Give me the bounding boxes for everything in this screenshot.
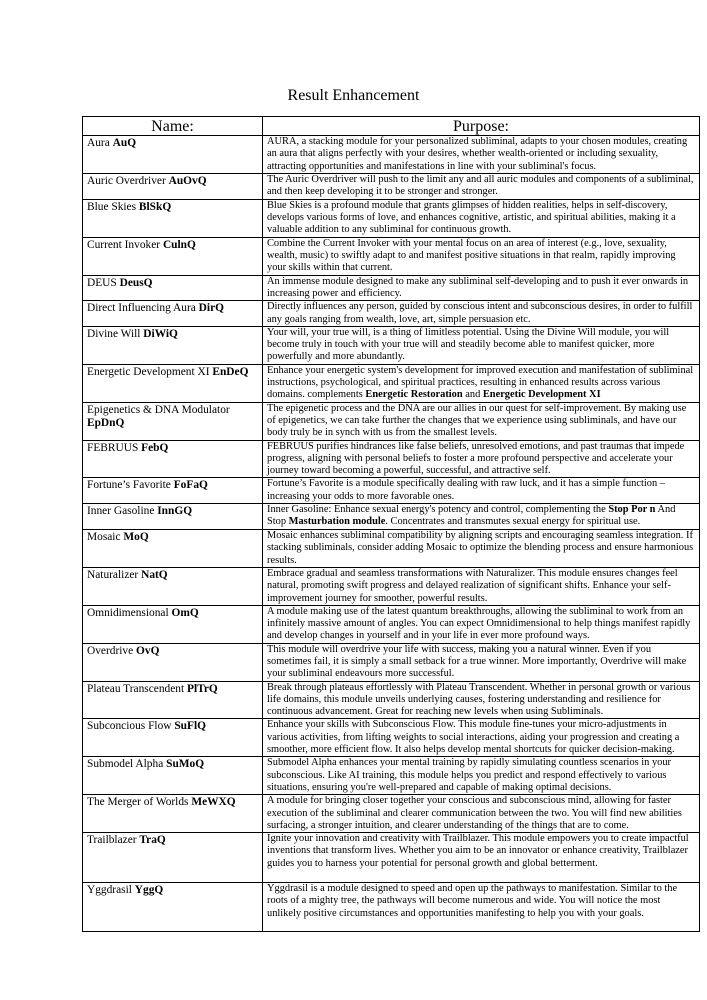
module-purpose: A module making use of the latest quantum breakthroughs, allowing the subliminal to work from an infinitely massive amount of angles. You can expect Omnidimensional to help things manifest rapidly and develop changes in yourself and in your life in ever more profound ways. [267,605,691,642]
module-code: NatQ [141,568,168,581]
module-purpose-cell [263,643,700,681]
purpose-emphasis: Energetic Restoration [365,389,463,401]
module-name-cell [83,478,263,504]
module-purpose-cell [263,605,700,643]
table-row [83,478,700,504]
name-column-header: Name: [83,117,263,136]
module-name: Current Invoker [87,238,161,251]
purpose-emphasis: Stop Por n [608,504,656,516]
module-name-cell [83,237,263,275]
table-row [83,364,700,402]
module-name-cell [83,326,263,364]
module-purpose: Inner Gasoline: Enhance sexual energy's potency and control, complementing the [267,504,606,516]
module-purpose: Embrace gradual and seamless transformations with Naturalizer. This module ensures changes feel natural, promoting swift progress and delayed realization of significant shifts. Enhance your self-improvement journey for smoother, powerful results. [267,567,678,604]
module-name: Direct Influencing Aura [87,302,196,315]
module-code: InnGQ [157,505,193,518]
table-row [83,757,700,795]
module-purpose: Submodel Alpha enhances your mental training by rapidly simulating countless scenarios in your subconscious. Like AI training, this module helps you predict and respond effectively to various situations, ensuring you're well-prepared and capable of making optimal decisions. [267,757,672,793]
module-purpose: and [462,389,483,401]
module-name: Naturalizer [87,568,139,581]
module-purpose: Enhance your energetic system's development for improved execution and manifestation of subliminal instructions, psychological, and spiritual practices, resulting in enhanced results across various domains. complements [267,364,694,401]
module-purpose-cell [263,757,700,795]
module-name-cell [83,504,263,530]
module-code: OmQ [171,606,199,619]
table-row [83,681,700,719]
module-purpose: AURA, a stacking module for your personalized subliminal, adapts to your chosen modules, creating an aura that aligns perfectly with your desires, whether wealth-oriented or including sexuality, attracting opportunities and manifestations in line with your subliminal's focus. [267,136,688,172]
module-name: Yggdrasil [87,884,132,897]
module-name-cell [83,883,263,932]
module-name-cell [83,681,263,719]
module-purpose-cell [263,883,700,932]
module-name-cell [83,757,263,795]
module-purpose: And Stop [267,504,676,528]
module-code: SuFlQ [174,720,206,733]
module-code: YggQ [134,884,164,897]
module-purpose: An immense module designed to make any subliminal self-developing and to push it ever onwards in increasing power and efficiency. [267,275,689,299]
module-name-cell [83,795,263,833]
module-code: OvQ [136,644,160,657]
module-name: Energetic Development XI [87,365,210,378]
module-code: DeusQ [119,276,153,289]
table-row [83,567,700,605]
module-code: MeWXQ [191,796,236,809]
module-purpose-cell [263,478,700,504]
module-purpose-cell [263,567,700,605]
module-purpose: A module for bringing closer together your conscious and subconscious mind, allowing for faster execution of the subliminal and clearer communication between the two. You will find new abilities surfacing, a stronger intuition, and clearer understanding of the things that are to come. [267,795,682,831]
module-code: DiWiQ [143,327,178,340]
module-purpose-cell [263,199,700,237]
table-row [83,402,700,440]
table-row [83,605,700,643]
module-purpose: Mosaic enhances subliminal compatibility by aligning scripts and encouraging seamless integration. If stacking subliminals, consider adding Mosaic to optimize the blending process and ensure harmonious results. [267,530,694,566]
module-purpose-cell [263,504,700,530]
table-row [83,504,700,530]
module-name: Divine Will [87,327,141,340]
module-purpose: . Concentrates and transmutes sexual energy for spiritual use. [385,516,641,528]
module-name: Plateau Transcendent [87,682,185,695]
module-purpose-cell [263,719,700,757]
module-purpose-cell [263,530,700,568]
module-code: SuMoQ [166,758,205,771]
module-name: Submodel Alpha [87,758,164,771]
module-name-cell [83,402,263,440]
module-purpose-cell [263,795,700,833]
module-name-cell [83,567,263,605]
module-purpose-cell [263,402,700,440]
module-purpose: Yggdrasil is a module designed to speed and open up the pathways to manifestation. Similar to the roots of a mighty tree, the pathways will become numerous and wide. You will notice the most unlikely positive circumstances and opportunities manifesting to help you with your goals. [267,883,678,919]
module-code: FebQ [141,441,169,454]
module-purpose-cell [263,173,700,199]
module-purpose-cell [263,440,700,478]
module-purpose-cell [263,237,700,275]
module-code: TraQ [139,834,166,847]
module-code: MoQ [123,531,149,544]
module-code: DirQ [198,302,224,315]
module-purpose: Directly influences any person, guided by conscious intent and subconscious desires, in order to fulfill any goals ranging from wealth, love, art, simple persuasion etc. [267,301,693,325]
module-purpose: The epigenetic process and the DNA are our allies in our quest for self-improvement. By making use of epigenetics, we can take further the changes that we experience using subliminals, and have our body truly be in synch with us from the smallest levels. [267,402,687,439]
module-name: Aura [87,137,110,149]
module-purpose: Your will, your true will, is a thing of limitless potential. Using the Divine Will module, you will become truly in touch with your true will and steadily become able to manifest quicker, more powerfully and more abundantly. [267,326,670,363]
module-name-cell [83,605,263,643]
table-row [83,643,700,681]
module-name: The Merger of Worlds [87,796,189,809]
module-purpose: Fortune’s Favorite is a module specifically dealing with raw luck, and it has a simple function – increasing your odds to more favorable ones. [267,478,665,502]
table-body [83,136,700,932]
table-header-row [83,117,700,136]
module-purpose-cell [263,136,700,174]
module-name-cell [83,833,263,883]
purpose-column-header: Purpose: [263,117,700,136]
module-purpose-cell [263,364,700,402]
module-name: Omnidimensional [87,606,169,619]
module-name: Subconcious Flow [87,720,172,733]
module-name-cell [83,136,263,174]
table-row [83,883,700,932]
module-name: Trailblazer [87,834,137,847]
table-row [83,275,700,301]
module-code: BlSkQ [138,200,172,213]
table-row [83,440,700,478]
table-row [83,199,700,237]
table-row [83,326,700,364]
module-code: PlTrQ [186,682,218,695]
table-row [83,795,700,833]
module-name: DEUS [87,276,117,289]
purpose-emphasis: Masturbation module [288,516,386,528]
module-purpose-cell [263,681,700,719]
module-name: Overdrive [87,644,134,657]
module-name-cell [83,719,263,757]
module-name: Blue Skies [87,200,137,213]
module-purpose: Blue Skies is a profound module that grants glimpses of hidden realities, helps in self-discovery, develops various forms of love, and enhances cognitive, artistic, and spiritual abilities, making it a valuable addition to any subliminal for continuous growth. [267,199,676,236]
module-code: EpDnQ [87,416,125,429]
module-code: CulnQ [162,238,196,251]
table-row [83,719,700,757]
module-purpose-cell [263,275,700,301]
table-row [83,237,700,275]
module-name: Mosaic [87,531,121,544]
module-name-cell [83,440,263,478]
module-name-cell [83,275,263,301]
module-purpose-cell [263,833,700,883]
module-purpose-cell [263,301,700,327]
module-name: Fortune’s Favorite [87,479,171,492]
module-code: AuQ [112,137,137,149]
table-row [83,301,700,327]
module-code: AuOvQ [168,174,207,187]
purpose-emphasis: Energetic Development XI [482,389,601,401]
module-purpose: FEBRUUS purifies hindrances like false beliefs, unresolved emotions, and past traumas that impede progress, aligning with personal beliefs to foster a more profound perspective and accelerate your journey toward becoming a powerful, successful, and attractive self. [267,440,685,477]
module-name-cell [83,643,263,681]
table-row [83,833,700,883]
module-purpose: Enhance your skills with Subconscious Flow. This module fine-tunes your micro-adjustments in various activities, from lifting weights to social interactions, aiding your progression and creating a smoother, more efficient flow. It also helps develop mental shortcuts for quicker decision-making. [267,719,680,756]
modules-table [82,116,700,932]
module-purpose: The Auric Overdriver will push to the limit any and all auric modules and components of a subliminal, and then keep developing it to be stronger and stronger. [267,173,694,198]
module-purpose: Ignite your innovation and creativity with Trailblazer. This module empowers you to create impactful inventions that transform lives. Whether you aim to be an innovator or enhance creativity, Trailblazer guides you to harness your potential for personal growth and global betterment. [267,833,689,869]
module-name: Inner Gasoline [87,505,155,518]
module-name-cell [83,530,263,568]
page-title: Result Enhancement [287,87,420,104]
table-row [83,173,700,199]
module-name: Epigenetics & DNA Modulator [87,403,230,416]
module-purpose: Break through plateaus effortlessly with Plateau Transcendent. Whether in personal growth or various life domains, this module unveils underlying causes, fostering understanding and resilience for continuous advancement. Great for reaching new levels when using Subliminals. [267,681,691,718]
module-code: EnDeQ [212,365,249,378]
table-row [83,136,700,174]
module-purpose: This module will overdrive your life with success, making you a natural winner. Even if you sometimes fail, it is simply a small setback for a true winner. More importantly, Overdrive will make your subliminal endeavours more successful. [267,643,687,680]
module-name: FEBRUUS [87,441,139,454]
module-name-cell [83,301,263,327]
table-row [83,530,700,568]
module-name: Auric Overdriver [87,174,166,187]
module-name-cell [83,173,263,199]
module-purpose-cell [263,326,700,364]
module-name-cell [83,364,263,402]
module-name-cell [83,199,263,237]
module-purpose: Combine the Current Invoker with your mental focus on an area of interest (e.g., love, sexuality, wealth, music) to swiftly adapt to and manifest positive situations in that realm, rapidly improving your skills within that current. [267,237,676,274]
module-code: FoFaQ [173,479,208,492]
